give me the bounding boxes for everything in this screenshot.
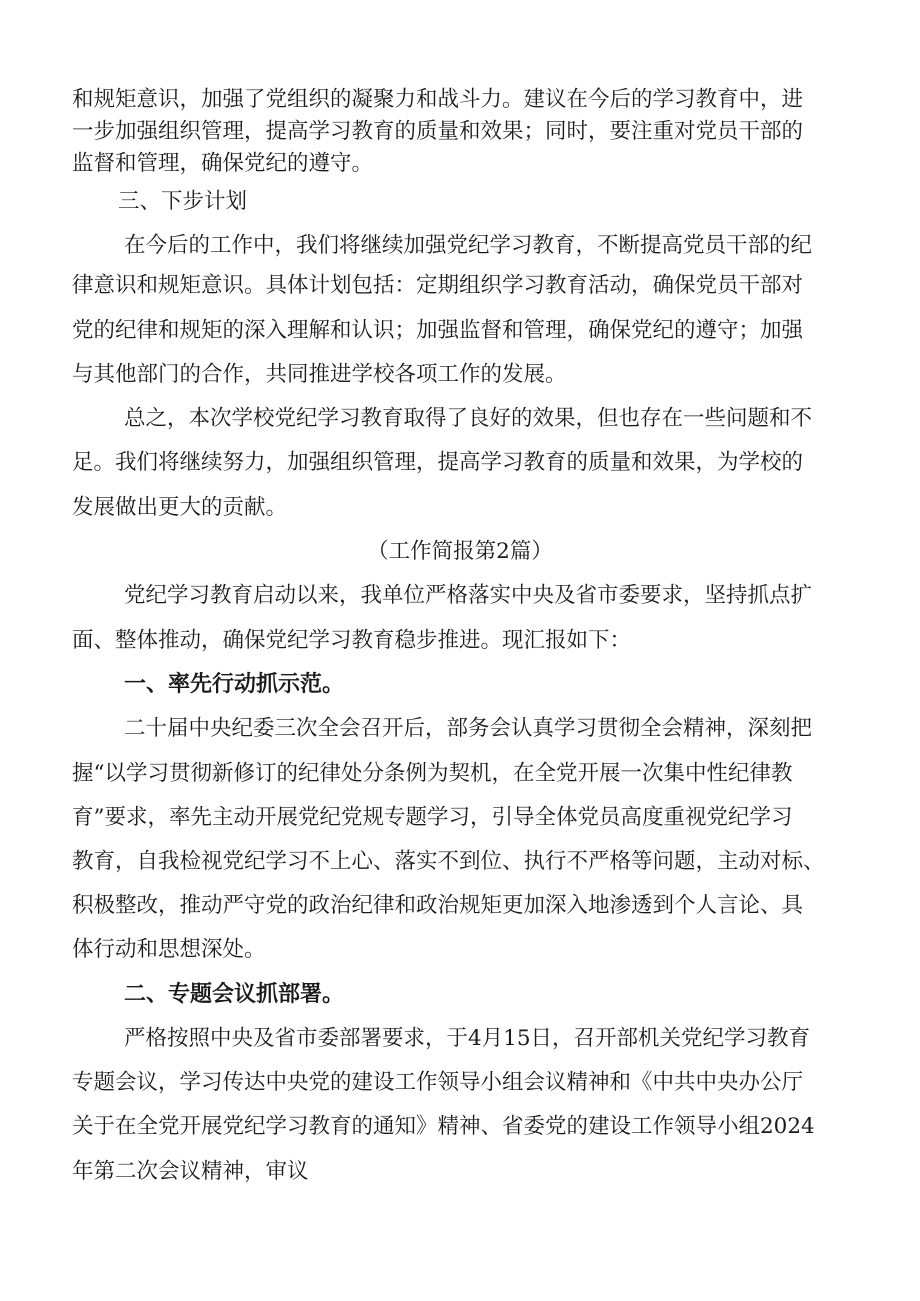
paragraph-line: 律意识和规矩意识。具体计划包括：定期组织学习教育活动，确保党员干部对 <box>72 273 804 298</box>
paragraph-line: 专题会议，学习传达中央党的建设工作领导小组会议精神和《中共中央办公厅 <box>72 1070 804 1095</box>
paragraph-line: 一步加强组织管理，提高学习教育的质量和效果；同时，要注重对党员干部的 <box>72 119 804 144</box>
section-heading: 二、专题会议抓部署。 <box>124 982 345 1007</box>
paragraph-line: 关于在全党开展党纪学习教育的通知》精神、省委党的建设工作领导小组2024 <box>72 1114 815 1139</box>
paragraph-line: 党的纪律和规矩的深入理解和认识；加强监督和管理，确保党纪的遵守；加强 <box>72 318 804 343</box>
report-subtitle: （工作简报第2篇） <box>367 539 553 564</box>
paragraph-line: 握“以学习贯彻新修订的纪律处分条例为契机，在全党开展一次集中性纪律教 <box>72 761 793 786</box>
paragraph-line: 育”要求，率先主动开展党纪党规专题学习，引导全体党员高度重视党纪学习 <box>72 805 793 830</box>
paragraph-line: 监督和管理，确保党纪的遵守。 <box>72 151 374 176</box>
paragraph-line: 体行动和思想深处。 <box>72 937 266 962</box>
paragraph-line: 和规矩意识，加强了党组织的凝聚力和战斗力。建议在今后的学习教育中，进 <box>72 87 804 112</box>
paragraph-line: 二十届中央纪委三次全会召开后，部务会认真学习贯彻全会精神，深刻把 <box>124 716 813 741</box>
paragraph-line: 与其他部门的合作，共同推进学校各项工作的发展。 <box>72 362 567 387</box>
paragraph-line: 总之，本次学校党纪学习教育取得了良好的效果，但也存在一些问题和不 <box>124 406 813 431</box>
paragraph-line: 在今后的工作中，我们将继续加强党纪学习教育，不断提高党员干部的纪 <box>124 233 813 258</box>
paragraph-line: 党纪学习教育启动以来，我单位严格落实中央及省市委要求，坚持抓点扩 <box>124 583 813 608</box>
paragraph-line: 积极整改，推动严守党的政治纪律和政治规矩更加深入地渗透到个人言论、具 <box>72 893 804 918</box>
paragraph-line: 足。我们将继续努力，加强组织管理，提高学习教育的质量和效果，为学校的 <box>72 450 804 475</box>
paragraph-line: 面、整体推动，确保党纪学习教育稳步推进。现汇报如下： <box>72 628 632 653</box>
paragraph-line: 年第二次会议精神，审议 <box>72 1159 309 1184</box>
section-heading: 一、率先行动抓示范。 <box>124 672 345 697</box>
paragraph-line: 严格按照中央及省市委部署要求，于4月15日，召开部机关党纪学习教育 <box>124 1026 811 1051</box>
paragraph-line: 发展做出更大的贡献。 <box>72 495 288 520</box>
paragraph-line: 教育，自我检视党纪学习不上心、落实不到位、执行不严格等问题，主动对标、 <box>72 849 825 874</box>
section-heading: 三、下步计划 <box>118 189 248 214</box>
